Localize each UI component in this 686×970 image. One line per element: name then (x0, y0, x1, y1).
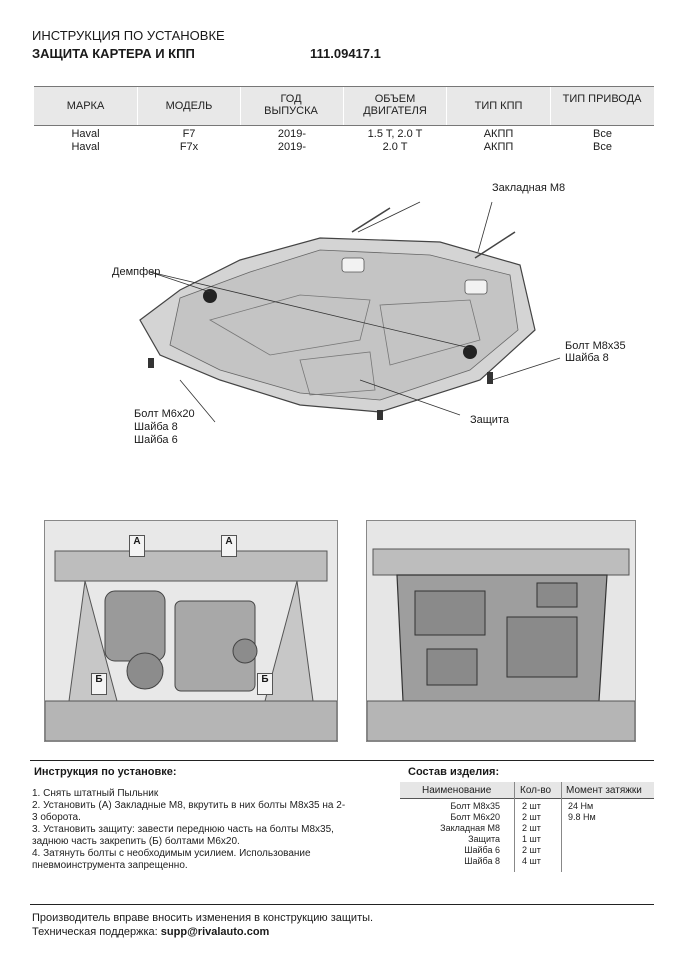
kit-title: Состав изделия: (408, 766, 500, 778)
instruction-step: 4. Затянуть болты с необходимым усилием. Использование (32, 848, 311, 859)
kit-row-qty: 2 шт (522, 823, 541, 833)
kit-row-torque: 9.8 Нм (568, 812, 596, 822)
instruction-step: 3. Установить защиту: завести переднюю часть на болты М8х35, (32, 824, 334, 835)
guard-notch (465, 280, 487, 294)
marker-b-icon: Б (91, 673, 107, 695)
instruction-step: 2. Установить (А) Закладные М8, вкрутить в них болты М8х35 на 2- (32, 800, 346, 811)
marker-a-icon: А (221, 535, 237, 557)
kit-row-name: Болт М8х35 (450, 801, 500, 811)
kit-row-name: Шайба 6 (464, 845, 500, 855)
kit-row-qty: 1 шт (522, 834, 541, 844)
col-engine: ОБЪЕМ ДВИГАТЕЛЯ (363, 93, 427, 117)
bolt-m6-icon (377, 410, 383, 420)
instruction-step: 1. Снять штатный Пыльник (32, 788, 159, 799)
label-guard: Защита (470, 414, 509, 426)
label-bolt-m6-line1: Болт М6х20 (134, 408, 195, 420)
footer-disclaimer: Производитель вправе вносить изменения в конструкцию защиты. (32, 912, 374, 924)
label-bolt-m8-line2: Шайба 8 (565, 352, 609, 364)
col-drive: ТИП ПРИВОДА (562, 93, 642, 105)
bolt-m8-icon (487, 372, 493, 384)
insert-m8-icon (352, 208, 390, 232)
instruction-step: пневмоинструмента запрещенно. (32, 860, 188, 871)
damper-icon (203, 289, 217, 303)
kit-header: Наименование Кол-во Момент затяжки (400, 782, 654, 799)
label-bolt-m6-line2: Шайба 8 (134, 421, 178, 433)
bolt-m6-icon (148, 358, 154, 368)
kit-row-name: Болт М6х20 (450, 812, 500, 822)
table-row: Haval F7x 2019- 2.0 T АКПП Все (71, 141, 612, 153)
kit-row-qty: 2 шт (522, 812, 541, 822)
doc-title-line1: ИНСТРУКЦИЯ ПО УСТАНОВКЕ (32, 28, 225, 43)
doc-title-line2: ЗАЩИТА КАРТЕРА И КПП (32, 46, 195, 61)
label-insert-m8: Закладная М8 (492, 182, 566, 194)
instruction-step: заднюю часть закрепить (Б) болтами М6х20. (32, 836, 240, 847)
marker-a-icon: А (129, 535, 145, 557)
guard-notch (342, 258, 364, 272)
label-bolt-m6-line3: Шайба 6 (134, 434, 178, 446)
kit-row-name: Закладная М8 (440, 823, 500, 833)
skid-plate-diagram (120, 180, 680, 450)
label-bolt-m8-line1: Болт М8х35 (565, 340, 626, 352)
label-damper: Демпфер (112, 266, 161, 278)
kit-row-qty: 2 шт (522, 845, 541, 855)
marker-b-icon: Б (257, 673, 273, 695)
instruction-step: 3 оборота. (32, 812, 81, 823)
part-number: 111.09417.1 (310, 46, 381, 61)
kit-row-torque: 24 Нм (568, 801, 594, 811)
insert-m8-icon (475, 232, 515, 258)
divider (30, 904, 654, 905)
vehicle-table (34, 86, 654, 154)
kit-row-qty: 2 шт (522, 801, 541, 811)
col-year: ГОД ВЫПУСКА (264, 93, 318, 117)
support-email-link[interactable]: supp@rivalauto.com (160, 926, 270, 938)
vehicle-table-header (34, 86, 654, 126)
kit-row-name: Шайба 8 (464, 856, 500, 866)
col-transmission: ТИП КПП (474, 100, 523, 112)
col-brand: МАРКА (66, 100, 105, 112)
footer-support (32, 926, 269, 939)
photo-underbody-before (44, 520, 338, 742)
support-label: Техническая поддержка: (32, 926, 158, 938)
kit-row-qty: 4 шт (522, 856, 541, 866)
col-model: МОДЕЛЬ (165, 100, 213, 112)
divider (30, 760, 654, 761)
photo-underbody-after (366, 520, 636, 742)
instructions-title: Инструкция по установке: (34, 766, 177, 778)
kit-row-name: Защита (468, 834, 500, 844)
table-row: Haval F7 2019- 1.5 T, 2.0 T АКПП Все (71, 128, 612, 140)
